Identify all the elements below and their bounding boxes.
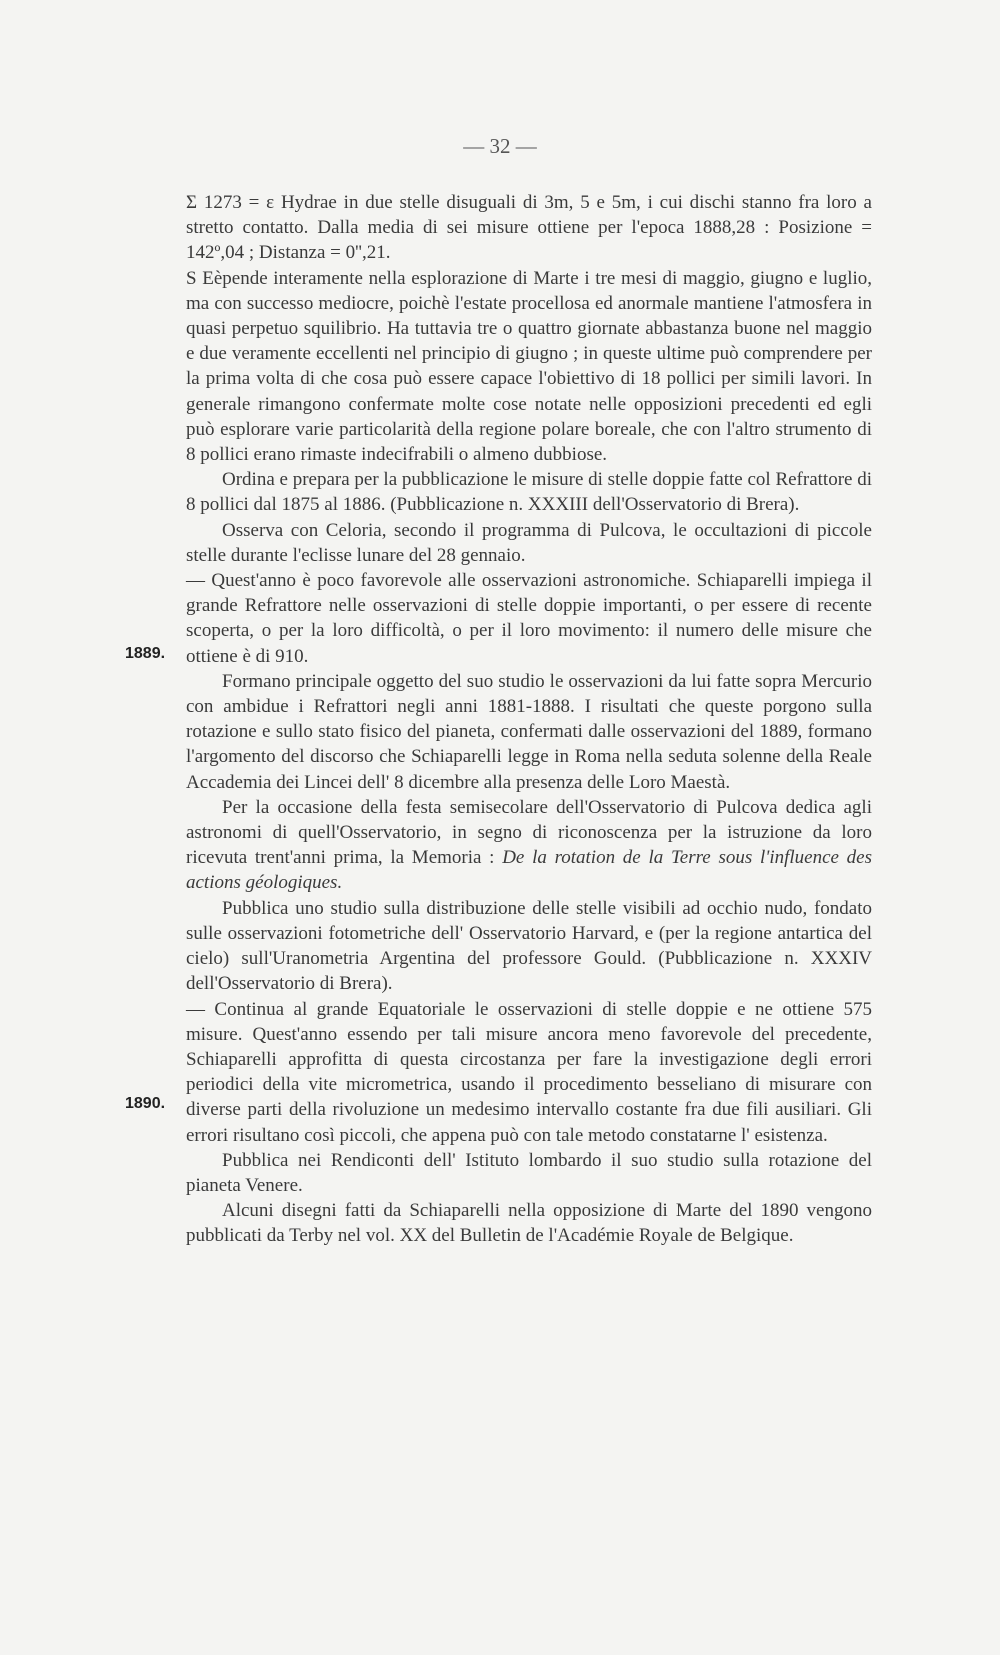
paragraph: Pubblica uno studio sulla distribuzione delle stelle visibili ad occhio nudo, fondato sulle osservazioni fotometriche dell' Osservatorio Harvard, e (per la regione antartica del cielo) sull'Uranometria Argentina del professore Gould. (Pubblicazione n. XXXIV dell'Osservatorio di Brera). [186,897,872,995]
paragraph: Osserva con Celoria, secondo il programma di Pulcova, le occultazioni di piccole stelle durante l'eclisse lunare del 28 gennaio. [186,519,872,566]
paragraph: Formano principale oggetto del suo studio le osservazioni da lui fatte sopra Mercurio con ambidue i Refrattori negli anni 1881-1888. I risultati che queste porgono sulla rotazione e sullo stato fisico del pianeta, confermati dalle osservazioni del 1889, formano l'argomento del discorso che Schiaparelli legge in Roma nella seduta solenne della Reale Accademia dei Lincei dell' 8 dicembre alla presenza delle Loro Maestà. [186,670,872,793]
paragraph: Alcuni disegni fatti da Schiaparelli nella opposizione di Marte del 1890 vengono pubblicati da Terby nel vol. XX del Bulletin de l'Académie Royale de Belgique. [186,1200,872,1247]
memoir-title: De la rotation de la Terre sous l'influence des actions géologiques. [186,847,872,894]
paragraph: Pubblica nei Rendiconti dell' Istituto lombardo il suo studio sulla rotazione del pianeta Venere. [186,1149,872,1196]
page-number: — 32 — [463,134,537,158]
paragraph: S Eèpende interamente nella esplorazione di Marte i tre mesi di maggio, giugno e luglio, ma con successo mediocre, poichè l'estate procellosa ed anormale mantiene l'atmosfera in quasi perpetuo squilibrio. Ha tuttavia tre o quattro giornate abbastanza buone nel maggio e due veramente eccellenti nel principio di giugno ; in queste ultime può comprendere per la prima volta di che cosa può essere capace l'obiettivo di 18 pollici per simili lavori. In generale rimangono confermate molte cose notate nelle opposizioni precedenti ed egli può esplorare varie particolarità della regione polare boreale, che con l'altro strumento di 8 pollici erano rimaste indecifrabili o almeno dubbiose. [186,267,872,466]
paragraph: — Continua al grande Equatoriale le osservazioni di stelle doppie e ne ottiene 575 misure. Quest'anno essendo per tali misure ancora meno favorevole del precedente, Schiaparelli approfitta di questa circostanza per fare la investigazione degli errori periodici della vite micrometrica, usando il procedimento besseliano di misurare con diverse parti della rivoluzione un medesimo intervallo costante fra due fili ausiliari. Gli errori risultano così piccoli, che appena può con tale metodo constatarne l' esistenza. [186,998,872,1146]
paragraph: Ordina e prepara per la pubblicazione le misure di stelle doppie fatte col Refrattore di 8 pollici dal 1875 al 1886. (Pubblicazione n. XXXIII dell'Osservatorio di Brera). [186,469,872,516]
year-1889: 1889. [125,645,166,662]
paragraph: — Quest'anno è poco favorevole alle osservazioni astronomiche. Schiaparelli impiega il grande Refrattore nelle osservazioni di stelle doppie importanti, o per essere di recente scoperta, o per la loro difficoltà, o per il loro movimento: il numero delle misure che ottiene è di 910. [186,570,872,667]
year-1890: 1890. [125,1095,166,1112]
paragraph: Σ 1273 = ε Hydrae in due stelle disuguali di 3m, 5 e 5m, i cui dischi stanno fra loro a stretto contatto. Dalla media di sei misure ottiene per l'epoca 1888,28 : Posizione = 142º,04 ; Distanza = 0'',21. [186,192,872,264]
paragraph [186,795,872,896]
paragraph-text: Per la occasione della festa semisecolare dell'Osservatorio di Pulcova dedica agli astronomi di quell'Osservatorio, in segno di riconoscenza per la istruzione da loro ricevuta trent'anni prima, la Memoria : [186,796,872,869]
body-text [186,190,872,1249]
